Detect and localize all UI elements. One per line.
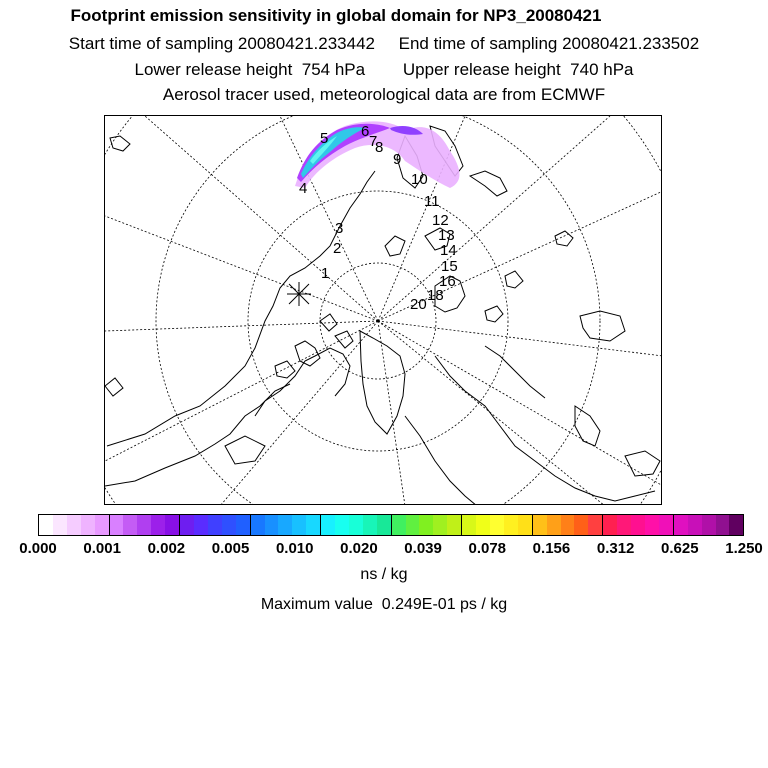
colorbar-segment [81,515,95,535]
colorbar-tick-label: 0.000 [19,540,57,557]
tracer-info-line: Aerosol tracer used, meteorological data are from ECMWF [162,85,606,104]
colorbar-segment [462,515,476,535]
colorbar-segment [349,515,363,535]
colorbar-segment [251,515,265,535]
colorbar-segment [603,515,617,535]
colorbar-tick-label: 0.625 [661,540,699,557]
colorbar-segment [476,515,490,535]
colorbar-segment [222,515,236,535]
map-canvas [105,116,662,505]
colorbar-segment [110,515,124,535]
colorbar-segment [165,515,180,535]
colorbar-segment [504,515,518,535]
colorbar-segment [561,515,575,535]
polar-map [104,115,662,505]
trajectory-label: 12 [432,212,449,229]
latitude-circles [105,116,662,505]
maximum-value-note: Maximum value 0.249E-01 ps / kg [260,596,508,613]
colorbar-segment [194,515,208,535]
colorbar-segment [674,515,688,535]
colorbar-segment [53,515,67,535]
colorbar-segment [574,515,588,535]
trajectory-label: 11 [424,193,440,210]
colorbar-tick-label: 1.250 [725,540,763,557]
colorbar-segment [419,515,433,535]
colorbar-segment [659,515,674,535]
colorbar-tick-label: 0.020 [340,540,378,557]
release-location-marker [287,282,311,306]
colorbar-segment [123,515,137,535]
trajectory-label: 4 [299,180,308,197]
colorbar-segment [518,515,533,535]
trajectory-label: 6 [361,123,370,140]
colorbar-segment [321,515,335,535]
release-height-line: Lower release height 754 hPa Upper release height 740 hPa [134,60,634,79]
colorbar-segment [306,515,321,535]
colorbar-segment [716,515,730,535]
colorbar-segment [377,515,392,535]
colorbar-segment [67,515,81,535]
colorbar-tick-label: 0.001 [83,540,121,557]
colorbar-segment [363,515,377,535]
coastlines [105,126,660,505]
trajectory-label: 20 [410,296,427,313]
trajectory-label: 15 [441,258,458,275]
colorbar-segment [702,515,716,535]
colorbar-segment [392,515,406,535]
colorbar-tick-label: 0.312 [596,540,635,557]
trajectory-label: 3 [335,220,344,237]
trajectory-label: 8 [375,139,384,156]
colorbar-segment [406,515,420,535]
trajectory-label: 9 [393,151,402,168]
colorbar-tick-label: 0.039 [404,540,442,557]
trajectory-label: 18 [427,287,444,304]
colorbar-tick-label: 0.078 [468,540,507,557]
colorbar-segment [278,515,292,535]
meridians [105,116,662,505]
colorbar-segment [39,515,53,535]
colorbar-segment [533,515,547,535]
colorbar-tick-label: 0.005 [211,540,250,557]
colorbar-segment [547,515,561,535]
colorbar-segment [631,515,645,535]
colorbar-tick-label: 0.002 [147,540,186,557]
colorbar-segment [729,515,743,535]
trajectory-label: 10 [411,171,428,188]
colorbar-segment [137,515,151,535]
colorbar-segment [335,515,349,535]
colorbar-segment [447,515,462,535]
colorbar-segment [208,515,222,535]
colorbar-segment [433,515,447,535]
trajectory-label: 1 [321,265,330,282]
colorbar-tick-label: 0.010 [275,540,314,557]
trajectory-label: 16 [439,273,456,290]
colorbar-segment [617,515,631,535]
colorbar-segment [265,515,279,535]
colorbar-segment [645,515,659,535]
colorbar-segment [292,515,306,535]
colorbar-segment [236,515,251,535]
colorbar [38,514,744,536]
colorbar-segment [588,515,603,535]
trajectory-label: 14 [440,242,457,259]
trajectory-label: 5 [320,130,329,147]
trajectory-label: 13 [438,227,455,244]
plot-title: Footprint emission sensitivity in global domain for NP3_20080421 [70,6,602,25]
trajectory-label: 2 [333,240,342,257]
trajectory-label: 7 [369,133,378,150]
sampling-time-line: Start time of sampling 20080421.233442 End time of sampling 20080421.233502 [68,34,700,53]
colorbar-segment [490,515,504,535]
colorbar-segment [151,515,165,535]
colorbar-segment [180,515,194,535]
colorbar-tick-label: 0.156 [532,540,571,557]
colorbar-units: ns / kg [360,566,408,583]
colorbar-segment [688,515,702,535]
colorbar-segment [95,515,110,535]
